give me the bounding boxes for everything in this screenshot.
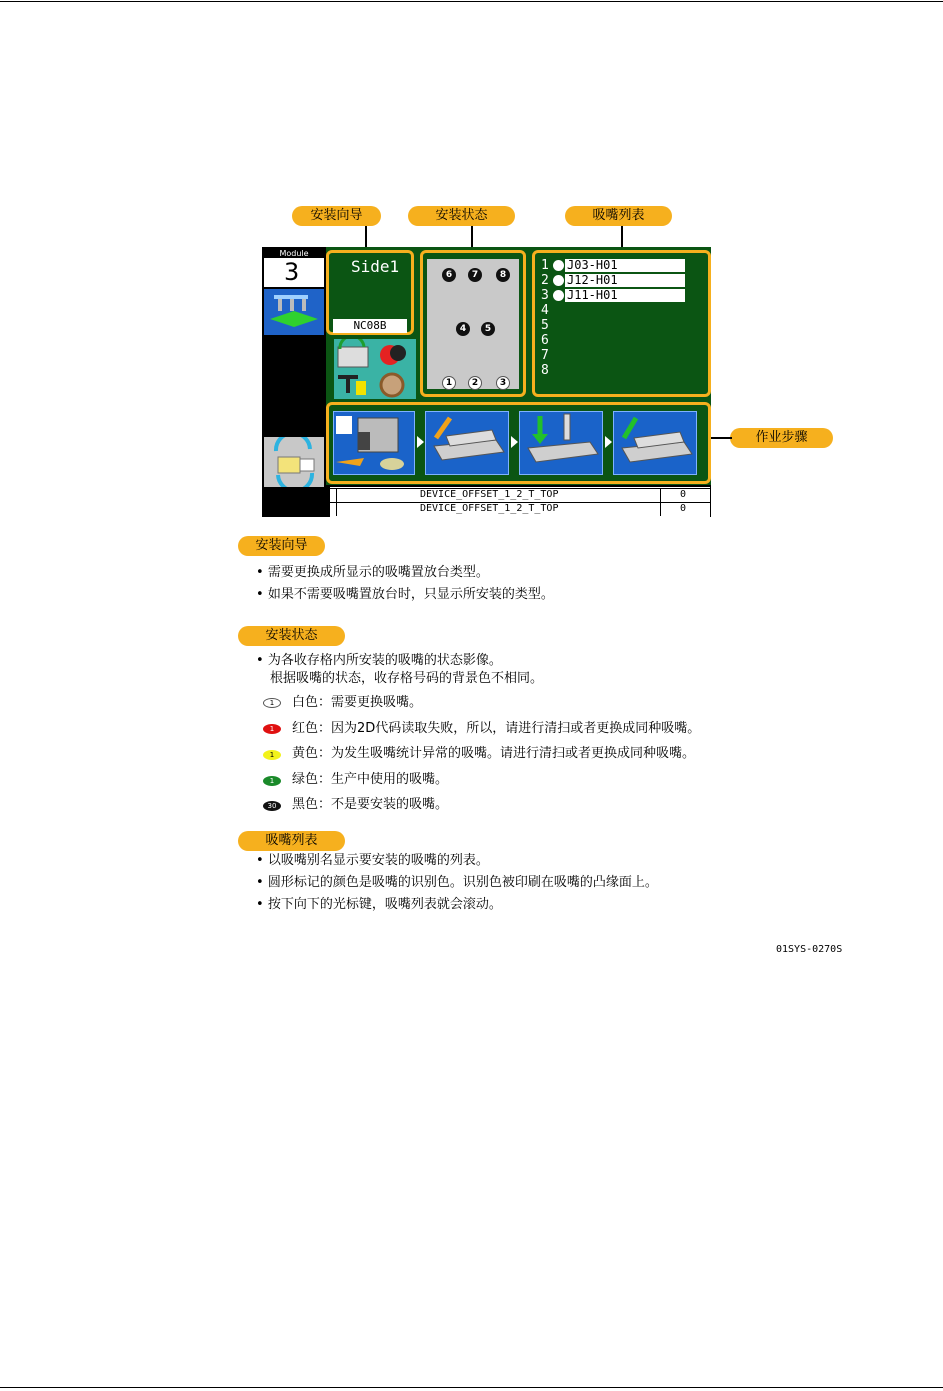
status-bullet: • 为各收存格内所安装的吸嘴的状态影像。 [256, 653, 502, 668]
row-name: DEVICE_OFFSET_1_2_T_TOP [420, 503, 559, 514]
section-title-list: 吸嘴列表 [238, 831, 345, 851]
nozzle-row-6[interactable] [541, 334, 549, 348]
list-bullet-text: 以吸嘴别名显示要安装的吸嘴的列表。 [267, 853, 489, 868]
legend-black-text: 黑色：不是要安装的吸嘴。 [292, 797, 449, 812]
top-rule [0, 1, 943, 2]
row-value: 0 [680, 503, 687, 514]
operation-icons [334, 339, 416, 399]
module-number: 3 [284, 258, 300, 286]
status-bullet-cont: 根据吸嘴的状态，收存格号码的背景色不相同。 [270, 671, 544, 686]
nozzle-name: J03-H01 [565, 259, 685, 272]
figure-code: 01SYS-0270S [776, 944, 843, 955]
list-bullet-1: • 以吸嘴别名显示要安装的吸嘴的列表。 [256, 853, 489, 868]
step-arrow-icon [417, 436, 424, 448]
nozzle-color-dot [553, 260, 564, 271]
table-divider [336, 488, 337, 516]
status-bullet-text: 为各收存格内所安装的吸嘴的状态影像。 [267, 653, 502, 668]
nozzle-num: 5 [541, 318, 549, 333]
nozzle-color-dot [553, 290, 564, 301]
row-name: DEVICE_OFFSET_1_2_T_TOP [420, 489, 559, 500]
callout-list: 吸嘴列表 [565, 206, 672, 226]
section-title-guide: 安装向导 [238, 536, 325, 556]
guide-type-label: NC08B [333, 319, 407, 333]
step-1-image [333, 411, 415, 475]
guide-bullet-text: 如果不需要吸嘴置放台时，只显示所安装的类型。 [267, 587, 554, 602]
nozzle-num: 3 [541, 288, 549, 303]
module-box [264, 249, 324, 287]
work-steps-panel [326, 402, 711, 484]
legend-green-icon: 1 [263, 776, 281, 786]
guide-bullet-text: 需要更换成所显示的吸嘴置放台类型。 [267, 565, 489, 580]
nozzle-row-3[interactable] [541, 288, 618, 303]
nozzle-row-4[interactable] [541, 304, 549, 318]
slot-5[interactable]: 5 [481, 322, 495, 336]
callout-guide: 安装向导 [292, 206, 381, 226]
legend-yellow-text: 黄色：为发生吸嘴统计异常的吸嘴。请进行清扫或者更换成同种吸嘴。 [292, 746, 696, 761]
slot-1[interactable]: 1 [442, 376, 456, 390]
step-4-image [613, 411, 697, 475]
legend-green-text: 绿色：生产中使用的吸嘴。 [292, 772, 449, 787]
table-row[interactable] [330, 488, 710, 502]
legend-yellow-icon: 1 [263, 750, 281, 760]
nozzle-row-1[interactable] [541, 258, 618, 273]
module-conveyor-icon[interactable] [264, 289, 324, 335]
list-bullet-2: • 圆形标记的颜色是吸嘴的识别色。识别色被印刷在吸嘴的凸缘面上。 [256, 875, 658, 890]
nozzle-name: J11-H01 [565, 289, 685, 302]
legend-white-icon: 1 [263, 698, 281, 708]
module-label: Module [264, 249, 324, 258]
nozzle-row-8[interactable] [541, 364, 549, 378]
table-row[interactable] [330, 502, 710, 516]
nozzle-num: 4 [541, 303, 549, 318]
nozzle-row-5[interactable] [541, 319, 549, 333]
nozzle-row-7[interactable] [541, 349, 549, 363]
step-3-image [519, 411, 603, 475]
nozzle-num: 2 [541, 273, 549, 288]
legend-black-icon: 30 [263, 801, 281, 811]
slot-2[interactable]: 2 [468, 376, 482, 390]
list-bullet-text: 圆形标记的颜色是吸嘴的识别色。识别色被印刷在吸嘴的凸缘面上。 [267, 875, 658, 890]
list-bullet-3: • 按下向下的光标键，吸嘴列表就会滚动。 [256, 897, 502, 912]
nozzle-num: 6 [541, 333, 549, 348]
slot-8[interactable]: 8 [496, 268, 510, 282]
slot-4[interactable]: 4 [456, 322, 470, 336]
guide-bullet-2: • 如果不需要吸嘴置放台时，只显示所安装的类型。 [256, 587, 554, 602]
callout-steps: 作业步骤 [730, 428, 833, 448]
nozzle-num: 8 [541, 363, 549, 378]
step-arrow-icon [511, 436, 518, 448]
nozzle-station-icon[interactable] [264, 437, 324, 487]
nozzle-list-panel [532, 250, 711, 397]
guide-side-label: Side1 [351, 257, 400, 276]
nozzle-name: J12-H01 [565, 274, 685, 287]
step-arrow-icon [605, 436, 612, 448]
guide-bullet-1: • 需要更换成所显示的吸嘴置放台类型。 [256, 565, 489, 580]
leader-steps [708, 437, 732, 439]
offset-table [330, 487, 710, 517]
nozzle-color-dot [553, 275, 564, 286]
section-title-status: 安装状态 [238, 626, 345, 646]
slot-7[interactable]: 7 [468, 268, 482, 282]
legend-red-text: 红色：因为2D代码读取失败，所以，请进行清扫或者更换成同种吸嘴。 [292, 721, 701, 736]
list-bullet-text: 按下向下的光标键，吸嘴列表就会滚动。 [267, 897, 502, 912]
step-2-image [425, 411, 509, 475]
machine-screen [262, 247, 711, 517]
status-holder [427, 259, 519, 389]
install-status-panel [420, 250, 526, 397]
callout-status: 安装状态 [408, 206, 515, 226]
table-divider [660, 488, 661, 516]
nozzle-row-2[interactable] [541, 273, 618, 288]
install-guide-panel [326, 250, 414, 335]
bottom-rule [0, 1387, 943, 1388]
legend-red-icon: 1 [263, 724, 281, 734]
slot-3[interactable]: 3 [496, 376, 510, 390]
slot-6[interactable]: 6 [442, 268, 456, 282]
nozzle-num: 7 [541, 348, 549, 363]
legend-white-text: 白色：需要更换吸嘴。 [292, 695, 423, 710]
nozzle-num: 1 [541, 258, 549, 273]
row-value: 0 [680, 489, 687, 500]
